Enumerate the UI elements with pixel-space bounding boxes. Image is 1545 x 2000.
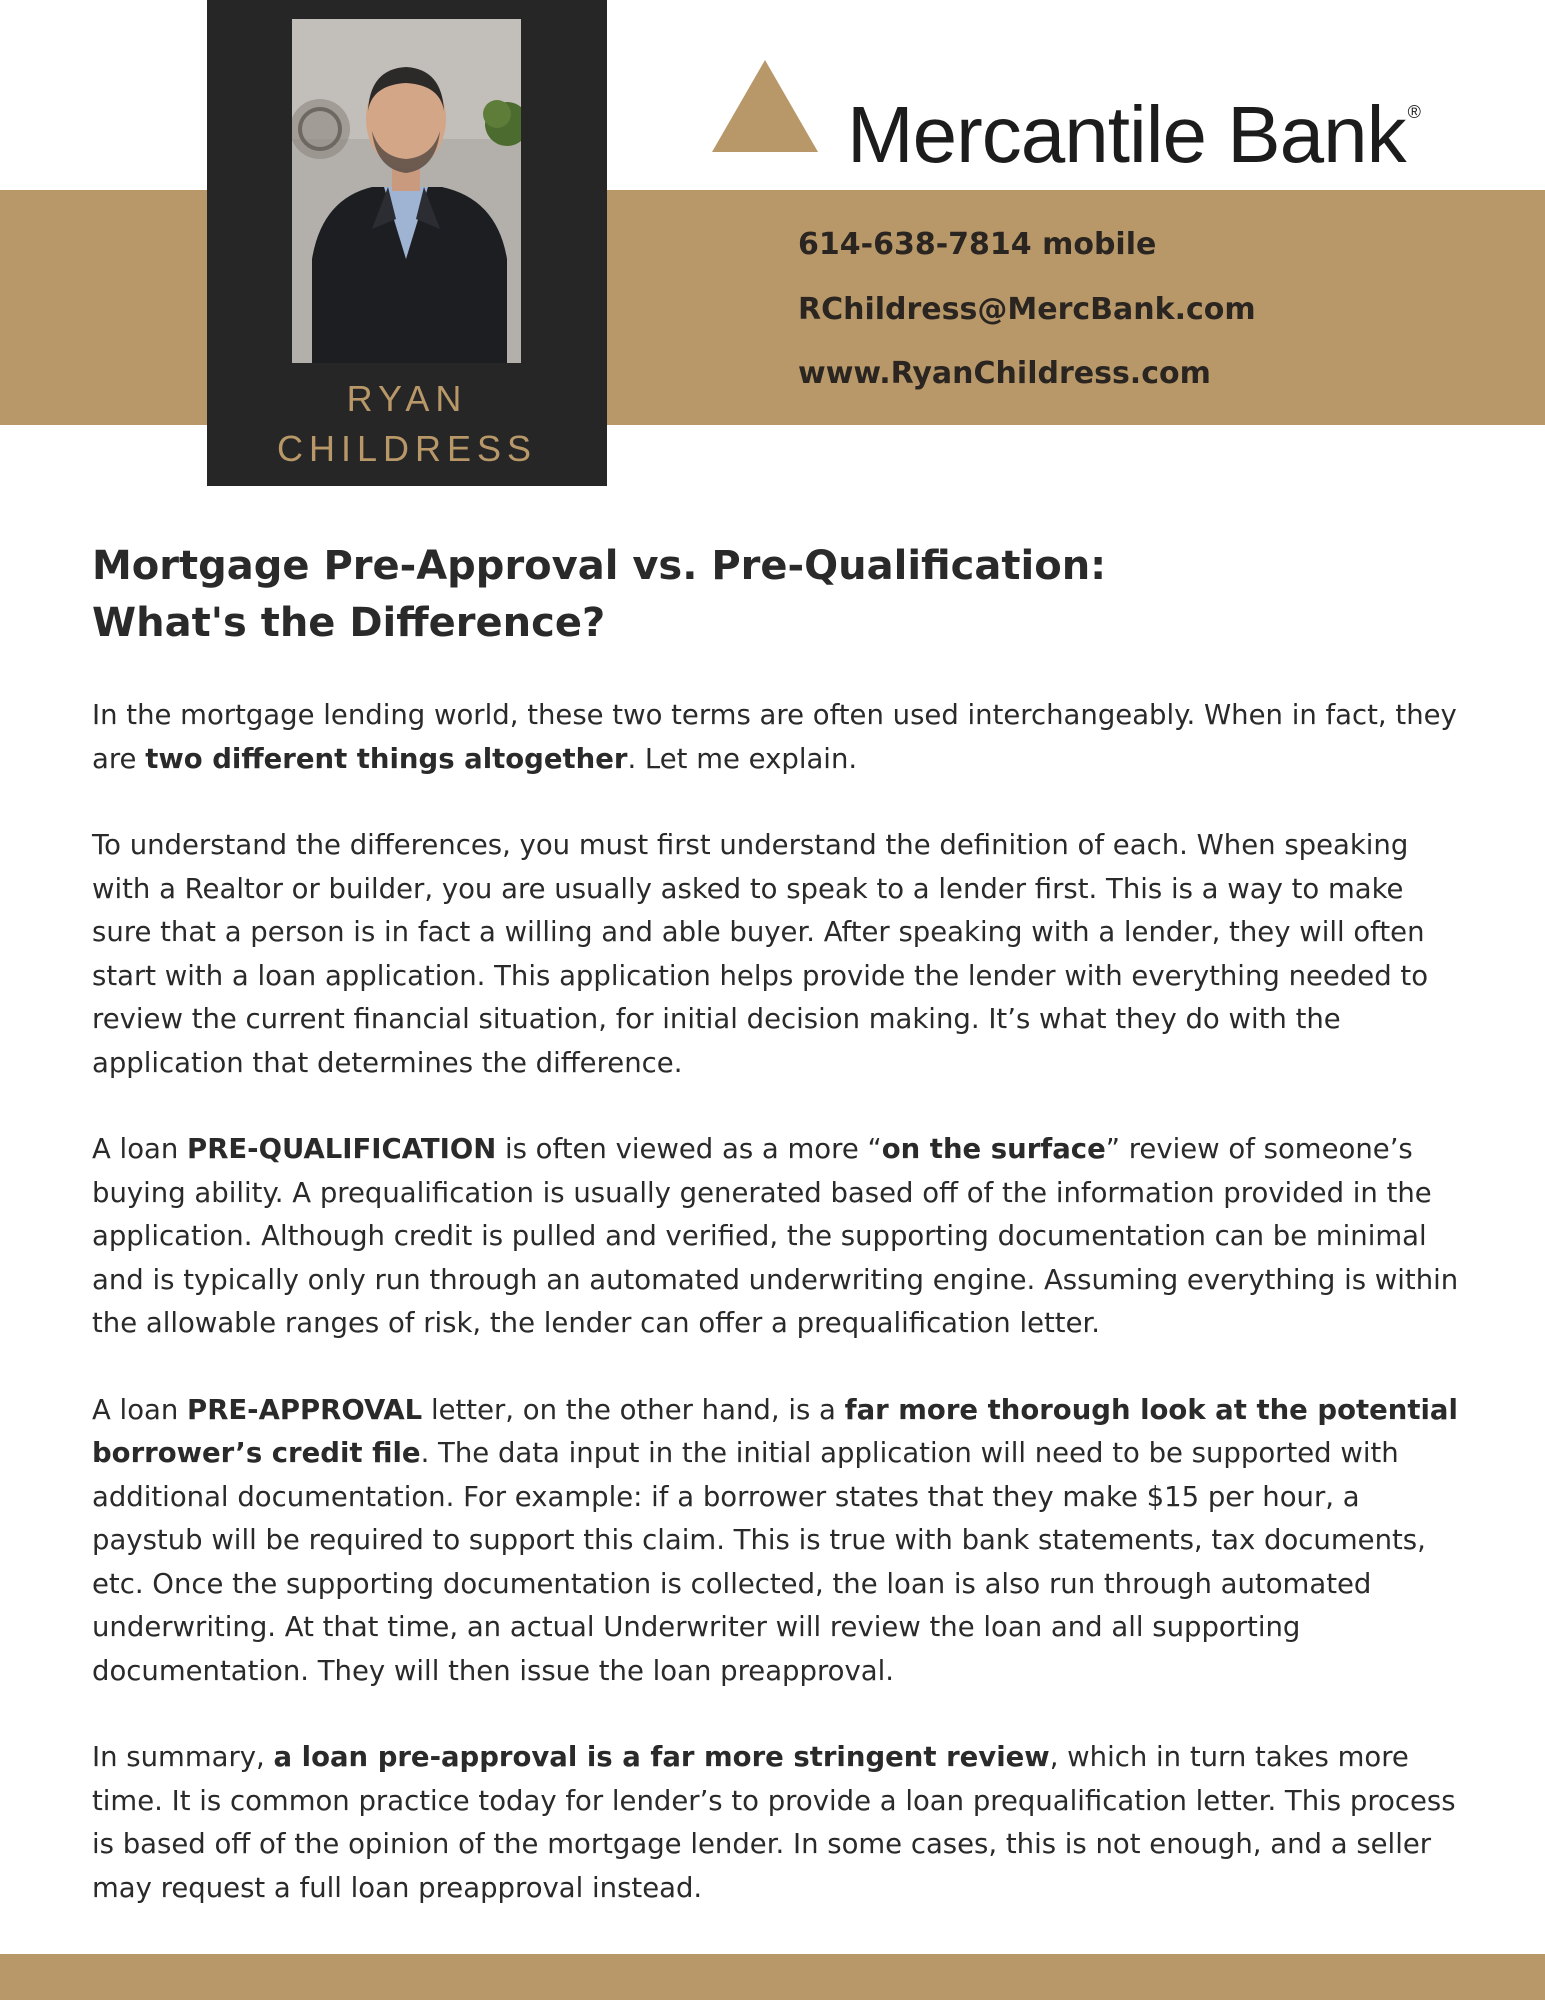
article-title-line2: What's the Difference? (92, 600, 606, 646)
paragraph-text: . The data input in the initial application will need to be supported with additional documentation. For example: if a borrower states that they make $15 per hour, a paystub will be required to support this claim. This is true with bank statements, tax documents, etc. Once the supporting documentation is collected, the loan is also run through automated underwriting. At that time, an actual Underwriter will review the loan and all supporting documentation. They will then issue the loan preapproval. (92, 1437, 1426, 1687)
paragraph-text: , which in turn takes more time. It is common practice today for lender’s to provide a loan prequalification letter. This process is based off of the opinion of the mortgage lender. In some cases, this is not enough, and a seller may request a full loan preapproval instead. (92, 1741, 1456, 1904)
contact-email[interactable]: RChildress@MercBank.com (798, 292, 1256, 327)
bank-logo (712, 60, 1432, 179)
bank-name (847, 62, 1421, 185)
footer-gold-band (0, 1954, 1545, 2000)
contact-website[interactable]: www.RyanChildress.com (798, 356, 1211, 391)
article-title (92, 538, 1462, 652)
paragraph-bold: on the surface (881, 1133, 1106, 1165)
agent-last-name: CHILDRESS (276, 428, 538, 469)
paragraph-text: A loan (92, 1393, 188, 1426)
registered-mark: ® (1407, 102, 1421, 122)
paragraph-prequalification (92, 1128, 1462, 1346)
paragraph-definitions (92, 824, 1462, 1085)
paragraph-text: is often viewed as a more “ (496, 1133, 882, 1165)
paragraph-bold: two different things altogether (145, 742, 628, 775)
article-title-line1: Mortgage Pre-Approval vs. Pre-Qualification: (92, 543, 1107, 589)
paragraph-text: letter, on the other hand, is a (422, 1393, 845, 1426)
paragraph-bold: a loan pre-approval is a far more stringent review (273, 1741, 1050, 1773)
agent-profile-card (207, 0, 607, 486)
paragraph-bold: PRE-QUALIFICATION (187, 1133, 497, 1165)
paragraph-text: In the mortgage lending world, these two terms are often used interchangeably. When in fact, they are (92, 699, 1457, 775)
paragraph-text: ” review of someone’s buying ability. A prequalification is usually generated based off of the information provided in the application. Although credit is pulled and verified, the supporting documentation can be minimal and is typically only run through an automated underwriting engine. Assuming everything is within the allowable ranges of risk, the lender can offer a prequalification letter. (92, 1133, 1459, 1339)
agent-photo (292, 19, 521, 363)
paragraph-summary (92, 1736, 1462, 1910)
paragraph-text: . Let me explain. (627, 742, 858, 775)
paragraph-bold: far more thorough look at the potential borrower’s credit file (92, 1393, 1458, 1469)
bank-name-text: Mercantile Bank (847, 90, 1406, 179)
triangle-logo-icon (712, 60, 818, 152)
article-body (92, 538, 1462, 1953)
contact-phone[interactable]: 614-638-7814 mobile (798, 227, 1157, 262)
paragraph-text: A loan (92, 1133, 188, 1165)
paragraph-text: To understand the differences, you must first understand the definition of each. When speaking with a Realtor or builder, you are usually asked to speak to a lender first. This is a way to make sure that a person is in fact a willing and able buyer. After speaking with a lender, they will often start with a loan application. This application helps provide the lender with everything needed to review the current financial situation, for initial decision making. It’s what they do with the application that determines the difference. (92, 829, 1429, 1079)
paragraph-bold: PRE-APPROVAL (187, 1393, 423, 1426)
paragraph-text: In summary, (92, 1741, 274, 1773)
paragraph-intro (92, 694, 1462, 781)
agent-first-name: RYAN (346, 378, 468, 419)
paragraph-preapproval (92, 1389, 1462, 1694)
